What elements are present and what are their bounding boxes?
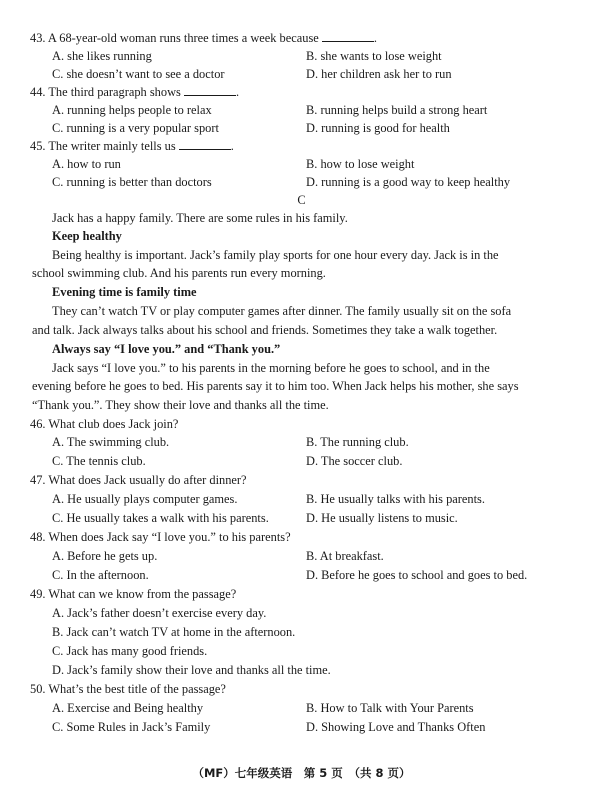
- passage-p1-line1: Being healthy is important. Jack’s family play sports for one hour every day. Jack is in the: [52, 248, 499, 262]
- option-47-c: C. He usually takes a walk with his parents.: [52, 511, 269, 525]
- section-letter: C: [297, 193, 306, 207]
- passage-p1-line2: school swimming club. And his parents run every morning.: [32, 266, 326, 280]
- option-43-b: B. she wants to lose weight: [306, 49, 442, 63]
- passage-heading-love-thanks: Always say “I love you.” and “Thank you.”: [52, 342, 281, 356]
- passage-p2-line2: and talk. Jack always talks about his school and friends. Sometimes they take a walk together.: [32, 323, 498, 337]
- option-48-a: A. Before he gets up.: [52, 549, 158, 563]
- question-text: 44. The third paragraph shows: [30, 85, 181, 99]
- question-text: 45. The writer mainly tells us: [30, 139, 176, 153]
- question-45-stem: 45. The writer mainly tells us .: [30, 139, 234, 153]
- option-49-c: C. Jack has many good friends.: [52, 644, 208, 658]
- option-43-d: D. her children ask her to run: [306, 67, 452, 81]
- option-48-c: C. In the afternoon.: [52, 568, 149, 582]
- passage-heading-keep-healthy: Keep healthy: [52, 229, 122, 243]
- passage-intro: Jack has a happy family. There are some rules in his family.: [52, 211, 348, 225]
- option-44-b: B. running helps build a strong heart: [306, 103, 488, 117]
- option-50-c: C. Some Rules in Jack’s Family: [52, 720, 211, 734]
- option-47-a: A. He usually plays computer games.: [52, 492, 238, 506]
- option-43-c: C. she doesn’t want to see a doctor: [52, 67, 225, 81]
- answer-blank: [179, 139, 231, 150]
- question-47-stem: 47. What does Jack usually do after dinner?: [30, 473, 247, 487]
- option-46-c: C. The tennis club.: [52, 454, 146, 468]
- passage-heading-evening: Evening time is family time: [52, 285, 197, 299]
- option-49-b: B. Jack can’t watch TV at home in the afternoon.: [52, 625, 296, 639]
- passage-p3-line3: “Thank you.”. They show their love and thanks all the time.: [32, 398, 329, 412]
- option-45-a: A. how to run: [52, 157, 121, 171]
- question-49-stem: 49. What can we know from the passage?: [30, 587, 237, 601]
- option-48-d: D. Before he goes to school and goes to bed.: [306, 568, 528, 582]
- page-footer: （MF）七年级英语 第 5 页 （共 8 页）: [192, 766, 411, 780]
- option-48-b: B. At breakfast.: [306, 549, 384, 563]
- option-46-a: A. The swimming club.: [52, 435, 170, 449]
- option-44-a: A. running helps people to relax: [52, 103, 212, 117]
- passage-p2-line1: They can’t watch TV or play computer games after dinner. The family usually sit on the sofa: [52, 304, 512, 318]
- option-46-b: B. The running club.: [306, 435, 409, 449]
- option-50-a: A. Exercise and Being healthy: [52, 701, 204, 715]
- question-44-stem: 44. The third paragraph shows .: [30, 85, 240, 99]
- passage-p3-line1: Jack says “I love you.” to his parents in the morning before he goes to school, and in the: [52, 361, 490, 375]
- option-46-d: D. The soccer club.: [306, 454, 403, 468]
- question-43-stem: 43. A 68-year-old woman runs three times a week because .: [30, 31, 377, 45]
- option-50-d: D. Showing Love and Thanks Often: [306, 720, 486, 734]
- option-47-d: D. He usually listens to music.: [306, 511, 458, 525]
- question-48-stem: 48. When does Jack say “I love you.” to his parents?: [30, 530, 291, 544]
- option-44-c: C. running is a very popular sport: [52, 121, 219, 135]
- option-49-d: D. Jack’s family show their love and thanks all the time.: [52, 663, 331, 677]
- answer-blank: [184, 85, 236, 96]
- option-45-d: D. running is a good way to keep healthy: [306, 175, 511, 189]
- option-45-c: C. running is better than doctors: [52, 175, 212, 189]
- option-50-b: B. How to Talk with Your Parents: [306, 701, 474, 715]
- answer-blank: [322, 31, 374, 42]
- question-46-stem: 46. What club does Jack join?: [30, 417, 179, 431]
- option-49-a: A. Jack’s father doesn’t exercise every day.: [52, 606, 267, 620]
- passage-p3-line2: evening before he goes to bed. His parents say it to him too. When Jack helps his mother, she says: [32, 379, 519, 393]
- option-47-b: B. He usually talks with his parents.: [306, 492, 485, 506]
- option-43-a: A. she likes running: [52, 49, 152, 63]
- question-50-stem: 50. What’s the best title of the passage?: [30, 682, 226, 696]
- option-45-b: B. how to lose weight: [306, 157, 415, 171]
- question-text: 43. A 68-year-old woman runs three times a week because: [30, 31, 319, 45]
- option-44-d: D. running is good for health: [306, 121, 450, 135]
